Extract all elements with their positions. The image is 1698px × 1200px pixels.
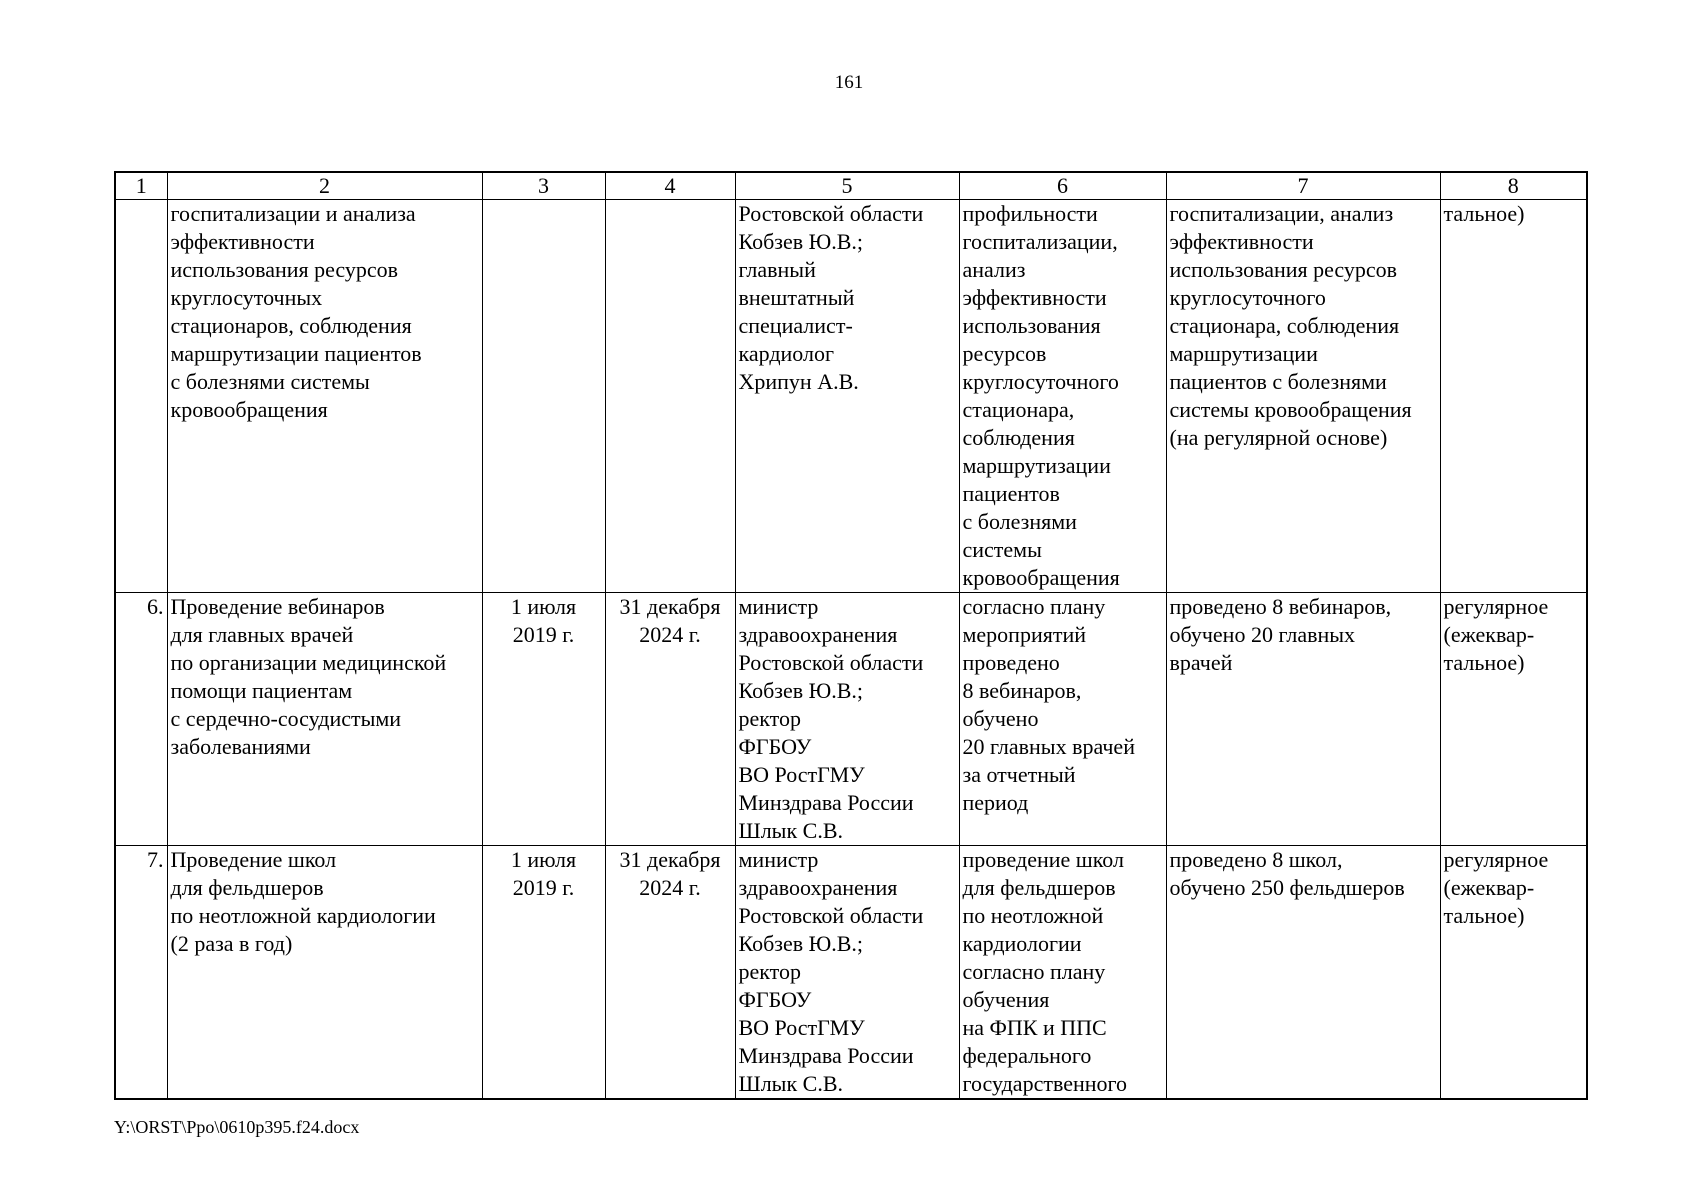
cell-line: государственного: [962, 1071, 1127, 1096]
cell-line: эффективности: [1169, 229, 1314, 254]
cell-line: на ФПК и ППС: [962, 1015, 1107, 1040]
cell-line: 2019 г.: [512, 875, 575, 900]
cell-line: использования ресурсов: [1169, 257, 1398, 282]
file-path-footer: Y:\ORST\Ppo\0610p395.f24.docx: [114, 1117, 360, 1137]
table-row: [115, 200, 1587, 593]
cell-line: маршрутизации: [1169, 341, 1318, 366]
expected-result-cell: [959, 846, 1166, 1100]
header-cell: 1: [115, 172, 167, 200]
cell-line: ВО РостГМУ: [738, 1015, 865, 1040]
cell-line: ректор: [738, 706, 801, 731]
cell-line: регулярное: [1443, 847, 1549, 872]
indicator-cell: [1166, 593, 1440, 846]
cell-line: 20 главных врачей: [962, 734, 1135, 759]
cell-line: обучено 250 фельдшеров: [1169, 875, 1405, 900]
cell-line: 1 июля: [510, 847, 577, 872]
cell-line: системы кровообращения: [1169, 397, 1412, 422]
cell-line: 2024 г.: [639, 622, 701, 647]
cell-line: Ростовской области: [738, 201, 924, 226]
cell-line: Минздрава России: [738, 790, 914, 815]
header-row: [115, 172, 1587, 200]
cell-line: маршрутизации пациентов: [170, 341, 422, 366]
cell-line: использования: [962, 313, 1101, 338]
cell-line: министр: [738, 847, 819, 872]
cell-line: маршрутизации: [962, 453, 1111, 478]
cell-line: кровообращения: [962, 565, 1120, 590]
cell-line: по организации медицинской: [170, 650, 447, 675]
row-number-cell: 6.: [115, 593, 167, 846]
cell-line: 2024 г.: [639, 875, 701, 900]
cell-line: кровообращения: [170, 397, 328, 422]
cell-line: с сердечно-сосудистыми: [170, 706, 402, 731]
cell-line: 8 вебинаров,: [962, 678, 1082, 703]
frequency-cell: [1440, 846, 1587, 1100]
cell-line: обучения: [962, 987, 1050, 1012]
cell-line: 1 июля: [510, 594, 577, 619]
cell-line: (2 раза в год): [170, 931, 293, 956]
cell-line: (ежеквар-: [1443, 875, 1535, 900]
activity-cell: [167, 200, 482, 593]
cell-line: согласно плану: [962, 959, 1106, 984]
header-cell: 8: [1440, 172, 1587, 200]
cell-line: 31 декабря: [619, 594, 721, 619]
cell-line: круглосуточного: [1169, 285, 1326, 310]
cell-line: тальное): [1443, 650, 1525, 675]
cell-line: специалист-: [738, 313, 853, 338]
cell-line: круглосуточного: [962, 369, 1119, 394]
cell-line: профильности: [962, 201, 1098, 226]
cell-line: Ростовской области: [738, 903, 924, 928]
cell-line: с болезнями системы: [170, 369, 370, 394]
cell-line: ресурсов: [962, 341, 1047, 366]
end-date-cell: [605, 846, 735, 1100]
plan-table: [114, 171, 1588, 1100]
cell-line: 31 декабря: [619, 847, 721, 872]
cell-line: анализ: [962, 257, 1026, 282]
cell-line: заболеваниями: [170, 734, 311, 759]
cell-line: проведено 8 вебинаров,: [1169, 594, 1392, 619]
indicator-cell: [1166, 846, 1440, 1100]
cell-line: системы: [962, 537, 1042, 562]
header-cell: 2: [167, 172, 482, 200]
header-cell: 7: [1166, 172, 1440, 200]
expected-result-cell: [959, 200, 1166, 593]
cell-line: обучено 20 главных: [1169, 622, 1356, 647]
cell-line: помощи пациентам: [170, 678, 353, 703]
row-number-cell: 7.: [115, 846, 167, 1100]
cell-line: обучено: [962, 706, 1039, 731]
start-date-cell: [482, 200, 605, 593]
cell-line: за отчетный: [962, 762, 1076, 787]
cell-line: здравоохранения: [738, 622, 898, 647]
cell-line: для фельдшеров: [170, 875, 324, 900]
cell-line: согласно плану: [962, 594, 1106, 619]
cell-line: Шлык С.В.: [738, 1071, 843, 1096]
header-cell: 3: [482, 172, 605, 200]
cell-line: 2019 г.: [512, 622, 575, 647]
cell-line: Кобзев Ю.В.;: [738, 678, 864, 703]
cell-line: по неотложной: [962, 903, 1104, 928]
cell-line: соблюдения: [962, 425, 1075, 450]
cell-line: ректор: [738, 959, 801, 984]
cell-line: ВО РостГМУ: [738, 762, 865, 787]
expected-result-cell: [959, 593, 1166, 846]
cell-line: внештатный: [738, 285, 855, 310]
cell-line: Кобзев Ю.В.;: [738, 931, 864, 956]
cell-line: стационара,: [962, 397, 1075, 422]
cell-line: тальное): [1443, 903, 1525, 928]
cell-line: для фельдшеров: [962, 875, 1116, 900]
cell-line: использования ресурсов: [170, 257, 399, 282]
cell-line: ФГБОУ: [738, 987, 812, 1012]
cell-line: федерального: [962, 1043, 1092, 1068]
cell-line: проведение школ: [962, 847, 1124, 872]
cell-line: стационара, соблюдения: [1169, 313, 1400, 338]
cell-line: (ежеквар-: [1443, 622, 1535, 647]
cell-line: стационаров, соблюдения: [170, 313, 412, 338]
cell-line: врачей: [1169, 650, 1233, 675]
cell-line: здравоохранения: [738, 875, 898, 900]
end-date-cell: [605, 200, 735, 593]
cell-line: Кобзев Ю.В.;: [738, 229, 864, 254]
cell-line: Проведение вебинаров: [170, 594, 385, 619]
cell-line: период: [962, 790, 1029, 815]
cell-line: для главных врачей: [170, 622, 354, 647]
cell-line: Минздрава России: [738, 1043, 914, 1068]
header-cell: 4: [605, 172, 735, 200]
cell-line: тальное): [1443, 201, 1525, 226]
table-row: [115, 593, 1587, 846]
page-number: 161: [834, 72, 864, 93]
cell-line: министр: [738, 594, 819, 619]
cell-line: кардиологии: [962, 931, 1082, 956]
cell-line: главный: [738, 257, 816, 282]
header-cell: 6: [959, 172, 1166, 200]
frequency-cell: [1440, 593, 1587, 846]
cell-line: госпитализации, анализ: [1169, 201, 1394, 226]
cell-line: ФГБОУ: [738, 734, 812, 759]
cell-line: по неотложной кардиологии: [170, 903, 436, 928]
cell-line: госпитализации и анализа: [170, 201, 416, 226]
cell-line: Шлык С.В.: [738, 818, 843, 843]
cell-line: круглосуточных: [170, 285, 323, 310]
end-date-cell: [605, 593, 735, 846]
cell-line: с болезнями: [962, 509, 1077, 534]
frequency-cell: [1440, 200, 1587, 593]
activity-cell: [167, 593, 482, 846]
cell-line: (на регулярной основе): [1169, 425, 1388, 450]
responsible-cell: [735, 846, 959, 1100]
start-date-cell: [482, 846, 605, 1100]
activity-cell: [167, 846, 482, 1100]
header-cell: 5: [735, 172, 959, 200]
table-row: [115, 846, 1587, 1100]
cell-line: проведено: [962, 650, 1060, 675]
indicator-cell: [1166, 200, 1440, 593]
responsible-cell: [735, 200, 959, 593]
responsible-cell: [735, 593, 959, 846]
cell-line: пациентов с болезнями: [1169, 369, 1387, 394]
cell-line: эффективности: [170, 229, 315, 254]
row-number-cell: [115, 200, 167, 593]
cell-line: Ростовской области: [738, 650, 924, 675]
start-date-cell: [482, 593, 605, 846]
cell-line: проведено 8 школ,: [1169, 847, 1343, 872]
cell-line: Проведение школ: [170, 847, 337, 872]
cell-line: кардиолог: [738, 341, 835, 366]
cell-line: пациентов: [962, 481, 1060, 506]
cell-line: эффективности: [962, 285, 1107, 310]
cell-line: Хрипун А.В.: [738, 369, 859, 394]
cell-line: госпитализации,: [962, 229, 1118, 254]
cell-line: мероприятий: [962, 622, 1087, 647]
cell-line: регулярное: [1443, 594, 1549, 619]
